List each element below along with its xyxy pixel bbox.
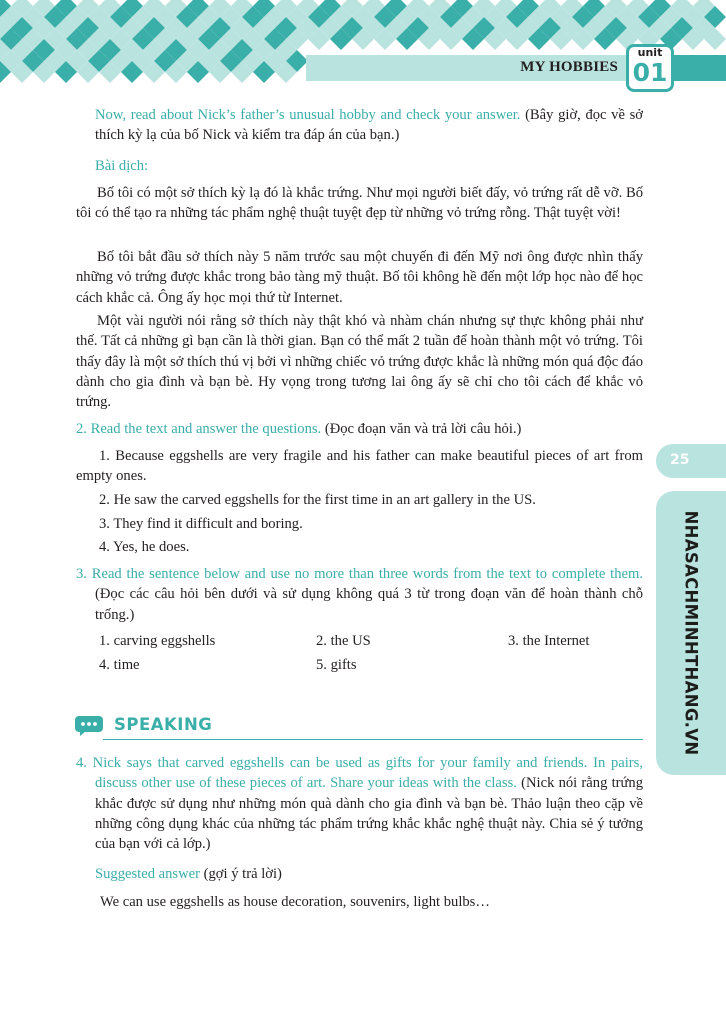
page-number: 25 <box>670 452 690 468</box>
speaking-heading: SPEAKING <box>114 715 213 734</box>
header-bar-end <box>674 55 726 81</box>
q2-instruction-en: 2. Read the text and answer the questions. <box>76 421 322 437</box>
unit-badge <box>626 44 674 92</box>
q2-instruction-vi: (Đọc đoạn văn và trả lời câu hỏi.) <box>321 421 522 437</box>
q3-instruction-en: 3. Read the sentence below and use no more than three words from the text to complete them. <box>76 566 643 582</box>
q4-instruction <box>76 753 643 854</box>
suggested-label-vi: (gợi ý trả lời) <box>199 866 282 882</box>
q4-instruction-en: 4. Nick says that carved eggshells can be used as gifts for your family and friends. In pairs, discuss other use of these pieces of art. Share your ideas with the class. <box>76 755 643 792</box>
q3-instruction <box>76 564 643 625</box>
suggested-answer-label <box>95 864 282 884</box>
q3-answer-5: 5. gifts <box>316 657 357 673</box>
translation-paragraph-2: Bố tôi bắt đầu sở thích này 5 năm trước sau một chuyến đi đến Mỹ nơi ông được nhìn thấy những vỏ trứng được khắc trong bảo tàng mỹ thuật. Bố tôi không hề đến một lớp học nào để học cách khắc cả. Ông ấy học mọi thứ từ Internet. <box>76 249 643 306</box>
q3-instruction-vi: (Đọc các câu hỏi bên dưới và sử dụng không quá 3 từ trong đoạn văn để hoàn thành chỗ trống.) <box>95 586 643 623</box>
q2-answer-1: 1. Because eggshells are very fragile and his father can make beautiful pieces of art from empty ones. <box>76 448 643 485</box>
q2-answer-4: 4. Yes, he does. <box>99 539 190 555</box>
header-bar <box>306 55 626 81</box>
speaking-divider <box>103 739 643 740</box>
brand-watermark: NHASACHMINHTHANG.VN <box>681 510 701 756</box>
q3-answer-4: 4. time <box>99 657 140 673</box>
translation-paragraph-1: Bố tôi có một sở thích kỳ lạ đó là khắc trứng. Như mọi người biết đấy, vỏ trứng rất dễ vỡ. Bố tôi có thể tạo ra những tác phẩm nghệ thuật tuyệt đẹp từ những vỏ trứng rỗng. Thật tuyệt vời! <box>76 185 643 222</box>
reading-instruction-vi: (Bây giờ, đọc về sở thích kỳ lạ của bố Nick và kiểm tra đáp án của bạn.) <box>95 107 643 144</box>
speech-bubble-icon <box>75 716 103 736</box>
unit-title: MY HOBBIES <box>520 59 618 75</box>
q3-answer-3: 3. the Internet <box>508 633 590 649</box>
q4-instruction-vi: (Nick nói rằng trứng khắc được sử dụng như những món quà dành cho gia đình và bạn bè. Thảo luận theo cặp về những công dụng khác của những tác phẩm trứng khắc khắc nghệ thuật này. Chia sẻ ý tưởng của bạn với cả lớp.) <box>95 775 643 853</box>
translation-label: Bài dịch: <box>95 158 149 174</box>
page-number-tab <box>656 444 726 478</box>
translation-paragraph-3: Một vài người nói rằng sở thích này thật khó và nhàm chán nhưng sự thực không phải như thế. Tất cả những gì bạn cần là thời gian. Bạn có thể mất 2 tuần để hoàn thành một vỏ trứng. Tôi thấy đây là một sở thích thú vị bởi vì những chiếc vỏ trứng được khắc là những món quá độc đáo dành cho gia đình và bạn bè. Hy vọng trong tương lai ông ấy sẽ chỉ cho tôi cách để khắc vỏ trứng. <box>76 313 643 411</box>
q2-answer-2: 2. He saw the carved eggshells for the first time in an art gallery in the US. <box>99 492 536 508</box>
q3-answer-1: 1. carving eggshells <box>99 633 216 649</box>
reading-instruction-en: Now, read about Nick’s father’s unusual hobby and check your answer. <box>95 107 521 123</box>
q2-instruction <box>76 419 643 439</box>
reading-instruction <box>95 105 643 146</box>
q3-answer-2: 2. the US <box>316 633 371 649</box>
unit-number: 01 <box>632 58 668 87</box>
suggested-answer-text: We can use eggshells as house decoration, souvenirs, light bulbs… <box>100 894 490 910</box>
brand-tab <box>656 491 726 775</box>
q2-answer-3: 3. They find it difficult and boring. <box>99 516 303 532</box>
unit-label: unit <box>637 46 663 59</box>
suggested-label-en: Suggested answer <box>95 866 200 882</box>
